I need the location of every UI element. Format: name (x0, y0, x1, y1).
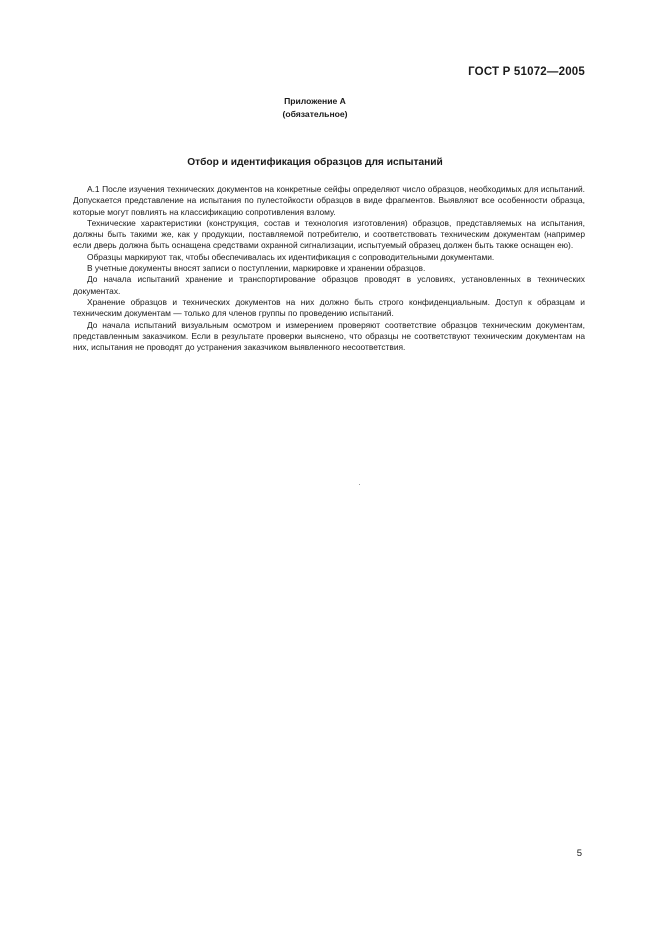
appendix-heading (0, 95, 630, 121)
appendix-status: (обязательное) (282, 109, 348, 119)
section-title: Отбор и идентификация образцов для испытаний (187, 157, 443, 168)
body-text (73, 184, 585, 353)
paragraph: В учетные документы вносят записи о поступлении, маркировке и хранении образцов. (87, 263, 426, 274)
paragraph: А.1 После изучения технических документов на конкретные сейфы определяют число образцов, необходимых для испытаний. Допускается представление на испытания по пулестойкости образцов в виде фрагментов. Выявляют все особенности образца, которые могут повлиять на классификацию сопротивления взлому. (73, 184, 585, 217)
paragraph: Образцы маркируют так, чтобы обеспечивалась их идентификация с сопроводительными документами. (87, 251, 495, 262)
paragraph: До начала испытаний визуальным осмотром и измерением проверяют соответствие образцов техническим документам, представленным заказчиком. Если в результате проверки выяснено, что образцы не соответствуют техническим документам на них, испытания не проводят до устранения заказчиком выявленного несоответствия. (73, 319, 585, 353)
scan-speck (359, 484, 360, 485)
document-number: ГОСТ Р 51072—2005 (468, 66, 585, 78)
paragraph: До начала испытаний хранение и транспортирование образцов проводят в условиях, установленных в технических документах. (73, 274, 585, 296)
appendix-label: Приложение А (284, 96, 346, 106)
page-number: 5 (576, 848, 582, 859)
paragraph: Хранение образцов и технических документов на них должно быть строго конфиденциальным. Доступ к образцам и техническим документам — только для членов группы по проведению испытаний. (73, 296, 585, 319)
paragraph: Технические характеристики (конструкция, состав и технология изготовления) образцов, представляемых на испытания, должны быть такими же, как у продукции, поставляемой потребителю, и соответствовать техническим документам (например если дверь должна быть оснащена средствами охранной сигнализации, испытуемый образец должен быть также оснащен ею). (73, 217, 585, 251)
